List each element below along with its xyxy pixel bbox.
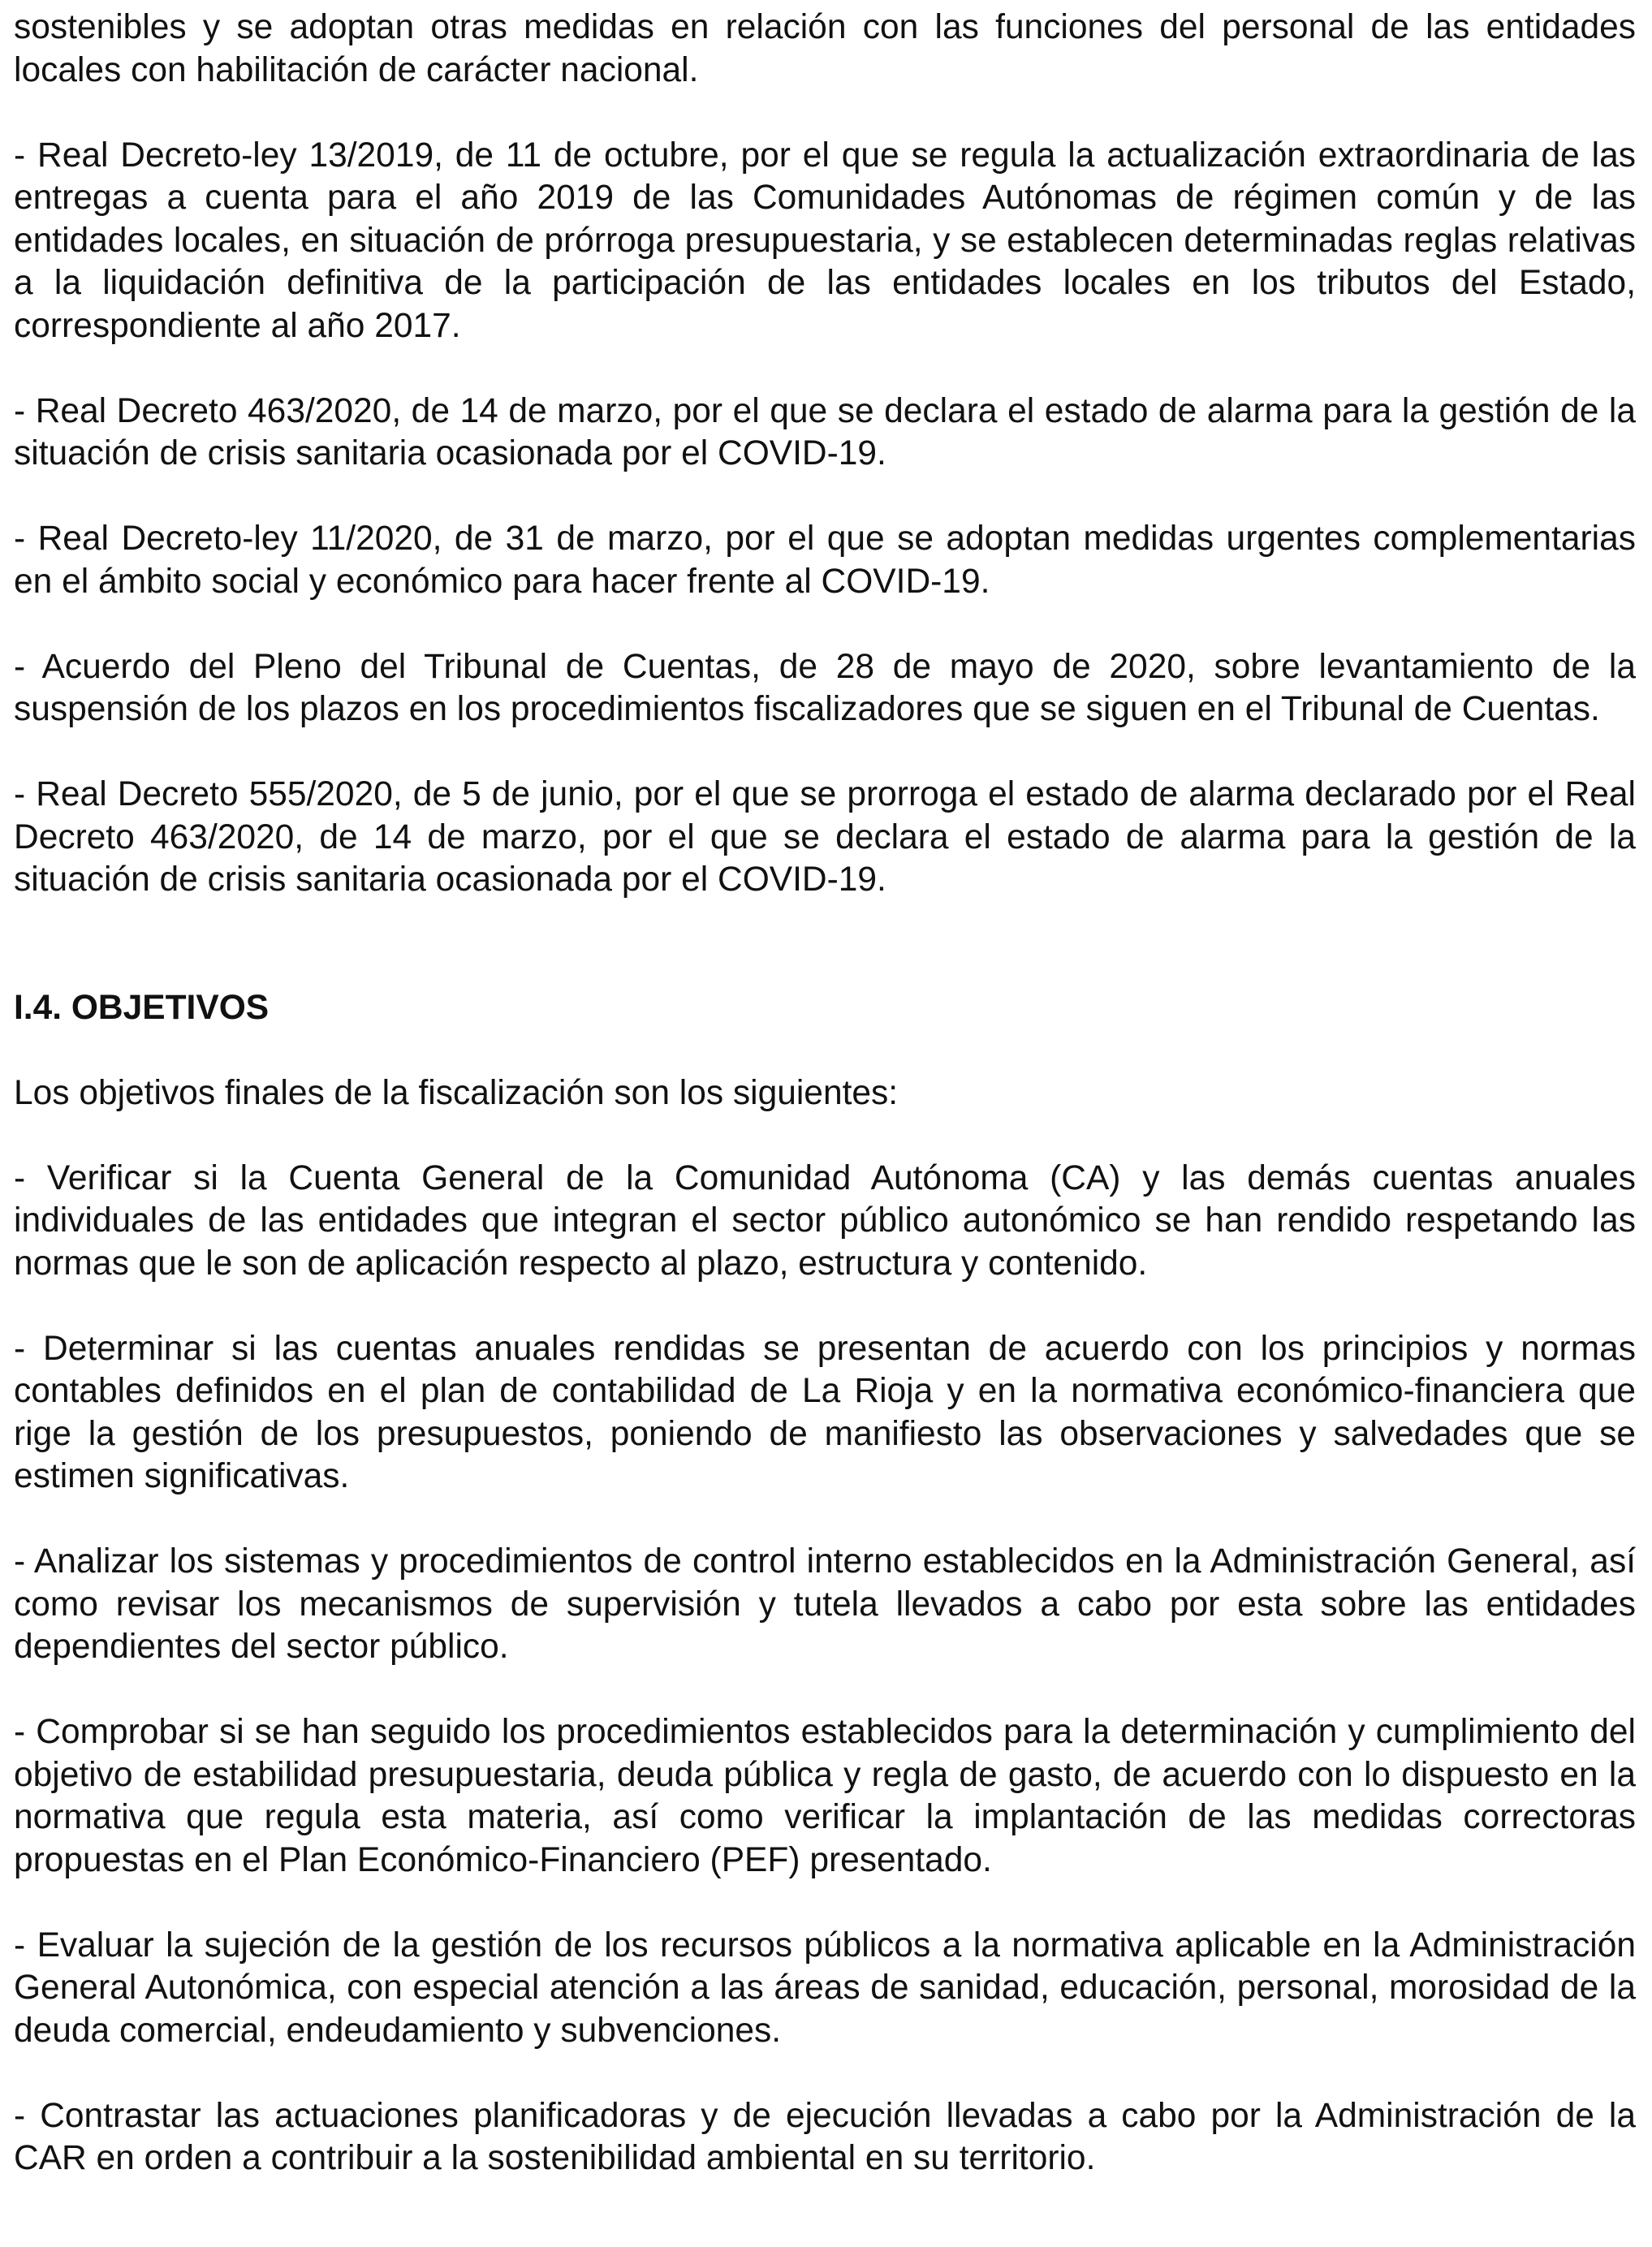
paragraph-rd-555-2020: - Real Decreto 555/2020, de 5 de junio, por el que se prorroga el estado de alarma declarado por el Real Decreto 463/2020, de 14 de marzo, por el que se declara el estado de alarma para la gestión de la situación de crisis sanitaria ocasionada por el COVID-19.: [14, 775, 1636, 899]
section-heading-objetivos: I.4. OBJETIVOS: [14, 988, 270, 1027]
paragraph-acuerdo-pleno: - Acuerdo del Pleno del Tribunal de Cuentas, de 28 de mayo de 2020, sobre levantamiento de la suspensión de los plazos en los procedimientos fiscalizadores que se siguen en el Tribunal de Cuentas.: [14, 647, 1636, 728]
objective-analizar: - Analizar los sistemas y procedimientos de control interno establecidos en la Administración General, así como revisar los mecanismos de supervisión y tutela llevados a cabo por esta sobre las entidades dependientes del sector público.: [14, 1542, 1636, 1666]
paragraph-personal-habilitacion: sostenibles y se adoptan otras medidas en relación con las funciones del personal de las entidades locales con habilitación de carácter nacional.: [14, 8, 1636, 89]
objective-verificar: - Verificar si la Cuenta General de la Comunidad Autónoma (CA) y las demás cuentas anuales individuales de las entidades que integran el sector público autonómico se han rendido respetando las normas que le son de aplicación respecto al plazo, estructura y contenido.: [14, 1158, 1636, 1283]
paragraph-rdl-13-2019: - Real Decreto-ley 13/2019, de 11 de octubre, por el que se regula la actualización extraordinaria de las entregas a cuenta para el año 2019 de las Comunidades Autónomas de régimen común y de las entidades locales, en situación de prórroga presupuestaria, y se establecen determinadas reglas relativas a la liquidación definitiva de la participación de las entidades locales en los tributos del Estado, correspondiente al año 2017.: [14, 136, 1636, 345]
objective-evaluar: - Evaluar la sujeción de la gestión de los recursos públicos a la normativa aplicable en la Administración General Autonómica, con especial atención a las áreas de sanidad, educación, personal, morosidad de la deuda comercial, endeudamiento y subvenciones.: [14, 1926, 1636, 2050]
objective-determinar: - Determinar si las cuentas anuales rendidas se presentan de acuerdo con los principios y normas contables definidos en el plan de contabilidad de La Rioja y en la normativa económico-financiera que rige la gestión de los presupuestos, poniendo de manifiesto las observaciones y salvedades que se estimen significativas.: [14, 1329, 1636, 1495]
document-page: [14, 6, 1636, 2180]
objective-comprobar: - Comprobar si se han seguido los procedimientos establecidos para la determinación y cumplimiento del objetivo de estabilidad presupuestaria, deuda pública y regla de gasto, de acuerdo con lo dispuesto en la normativa que regula esta materia, así como verificar la implantación de las medidas correctoras propuestas en el Plan Económico-Financiero (PEF) presentado.: [14, 1713, 1636, 1879]
section-intro: Los objetivos finales de la fiscalización son los siguientes:: [14, 1073, 899, 1112]
paragraph-rdl-11-2020: - Real Decreto-ley 11/2020, de 31 de marzo, por el que se adoptan medidas urgentes complementarias en el ámbito social y económico para hacer frente al COVID-19.: [14, 520, 1636, 601]
paragraph-rd-463-2020: - Real Decreto 463/2020, de 14 de marzo, por el que se declara el estado de alarma para la gestión de la situación de crisis sanitaria ocasionada por el COVID-19.: [14, 391, 1636, 472]
objective-contrastar: - Contrastar las actuaciones planificadoras y de ejecución llevadas a cabo por la Administración de la CAR en orden a contribuir a la sostenibilidad ambiental en su territorio.: [14, 2096, 1636, 2177]
